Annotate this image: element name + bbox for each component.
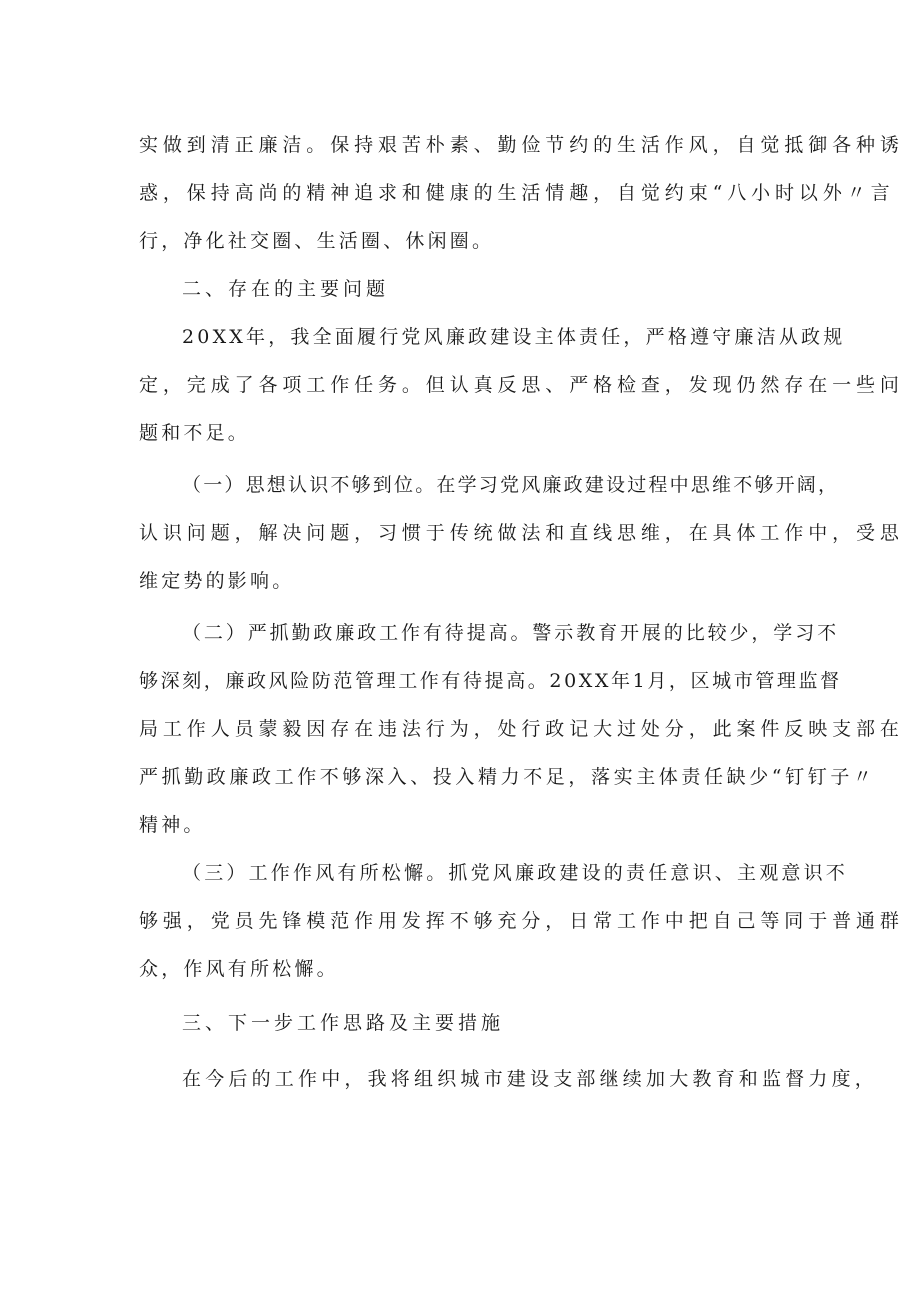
paragraph-5-line-1: （三）工作作风有所松懈。抓党风廉政建设的责任意识、主观意识不 (182, 862, 849, 884)
paragraph-3-line-3: 维定势的影响。 (139, 570, 295, 592)
paragraph-3-line-2: 认识问题，解决问题，习惯于传统做法和直线思维，在具体工作中，受思 (139, 522, 904, 544)
paragraph-3-line-1: （一）思想认识不够到位。在学习党风廉政建设过程中思维不够开阔， (182, 474, 840, 496)
paragraph-1-line-3: 行，净化社交圈、生活圈、休闲圈。 (139, 230, 495, 252)
paragraph-5-line-2: 够强，党员先锋模范作用发挥不够充分，日常工作中把自己等同于普通群 (139, 910, 904, 932)
paragraph-4-line-3: 局工作人员蒙毅因存在违法行为，处行政记大过处分，此案件反映支部在 (139, 718, 904, 740)
section-heading-3: 三、下一步工作思路及主要措施 (182, 1012, 505, 1034)
paragraph-1-line-2: 惑，保持高尚的精神追求和健康的生活情趣，自觉约束“八小时以外〃言 (139, 182, 895, 204)
section-heading-2: 二、存在的主要问题 (182, 278, 390, 300)
paragraph-4-line-4: 严抓勤政廉政工作不够深入、投入精力不足，落实主体责任缺少“钉钉子〃 (139, 766, 876, 788)
paragraph-2-line-1: 20XX年，我全面履行党风廉政建设主体责任，严格遵守廉洁从政规 (182, 326, 846, 348)
paragraph-6-line-1: 在今后的工作中，我将组织城市建设支部继续加大教育和监督力度， (182, 1068, 879, 1090)
paragraph-4-line-5: 精神。 (139, 814, 206, 836)
paragraph-4-line-1: （二）严抓勤政廉政工作有待提高。警示教育开展的比较少，学习不 (182, 622, 840, 644)
paragraph-2-line-2: 定，完成了各项工作任务。但认真反思、严格检查，发现仍然存在一些问 (139, 374, 904, 396)
paragraph-5-line-3: 众，作风有所松懈。 (139, 958, 339, 980)
paragraph-2-line-3: 题和不足。 (139, 422, 251, 444)
paragraph-1-line-1: 实做到清正廉洁。保持艰苦朴素、勤俭节约的生活作风，自觉抵御各种诱 (139, 134, 904, 156)
paragraph-4-line-2: 够深刻，廉政风险防范管理工作有待提高。20XX年1月，区城市管理监督 (139, 670, 842, 692)
